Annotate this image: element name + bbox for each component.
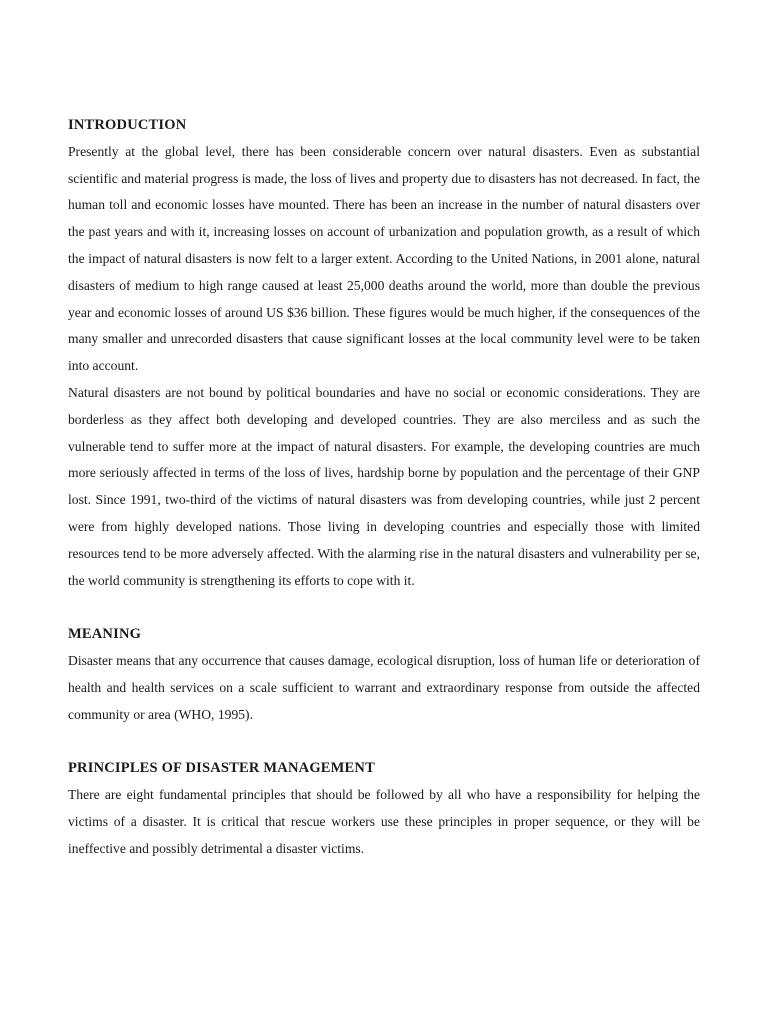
section-spacer [68,594,700,621]
section-introduction [68,112,700,594]
document-page [68,112,700,862]
section-meaning [68,621,700,728]
section-principles [68,755,700,862]
paragraph: Disaster means that any occurrence that causes damage, ecological disruption, loss of human life or deterioration of health and health services on a scale sufficient to warrant and extraordinary response from outside the affected community or area (WHO, 1995). [68,652,700,722]
paragraph: There are eight fundamental principles that should be followed by all who have a responsibility for helping the victims of a disaster. It is critical that rescue workers use these principles in proper sequence, or they will be ineffective and possibly detrimental a disaster victims. [68,786,700,856]
section-heading: INTRODUCTION [68,117,187,133]
paragraph: Presently at the global level, there has been considerable concern over natural disasters. Even as substantial scientific and material progress is made, the loss of lives and property due to disasters has not decreased. In fact, the human toll and economic losses have mounted. There has been an increase in the number of natural disasters over the past years and with it, increasing losses on account of urbanization and population growth, as a result of which the impact of natural disasters is now felt to a larger extent. According to the United Nations, in 2001 alone, natural disasters of medium to high range caused at least 25,000 deaths around the world, more than double the previous year and economic losses of around US $36 billion. These figures would be much higher, if the consequences of the many smaller and unrecorded disasters that cause significant losses at the local community level were to be taken into account. [68,143,700,374]
section-heading: PRINCIPLES OF DISASTER MANAGEMENT [68,760,375,777]
section-spacer [68,728,700,755]
section-heading: MEANING [68,626,142,643]
paragraph: Natural disasters are not bound by political boundaries and have no social or economic considerations. They are borderless as they affect both developing and developed countries. They are also merciless and as such the vulnerable tend to suffer more at the impact of natural disasters. For example, the developing countries are much more seriously affected in terms of the loss of lives, hardship borne by population and the percentage of their GNP lost. Since 1991, two-third of the victims of natural disasters was from developing countries, while just 2 percent were from highly developed nations. Those living in developing countries and especially those with limited resources tend to be more adversely affected. With the alarming rise in the natural disasters and vulnerability per se, the world community is strengthening its efforts to cope with it. [68,384,700,588]
